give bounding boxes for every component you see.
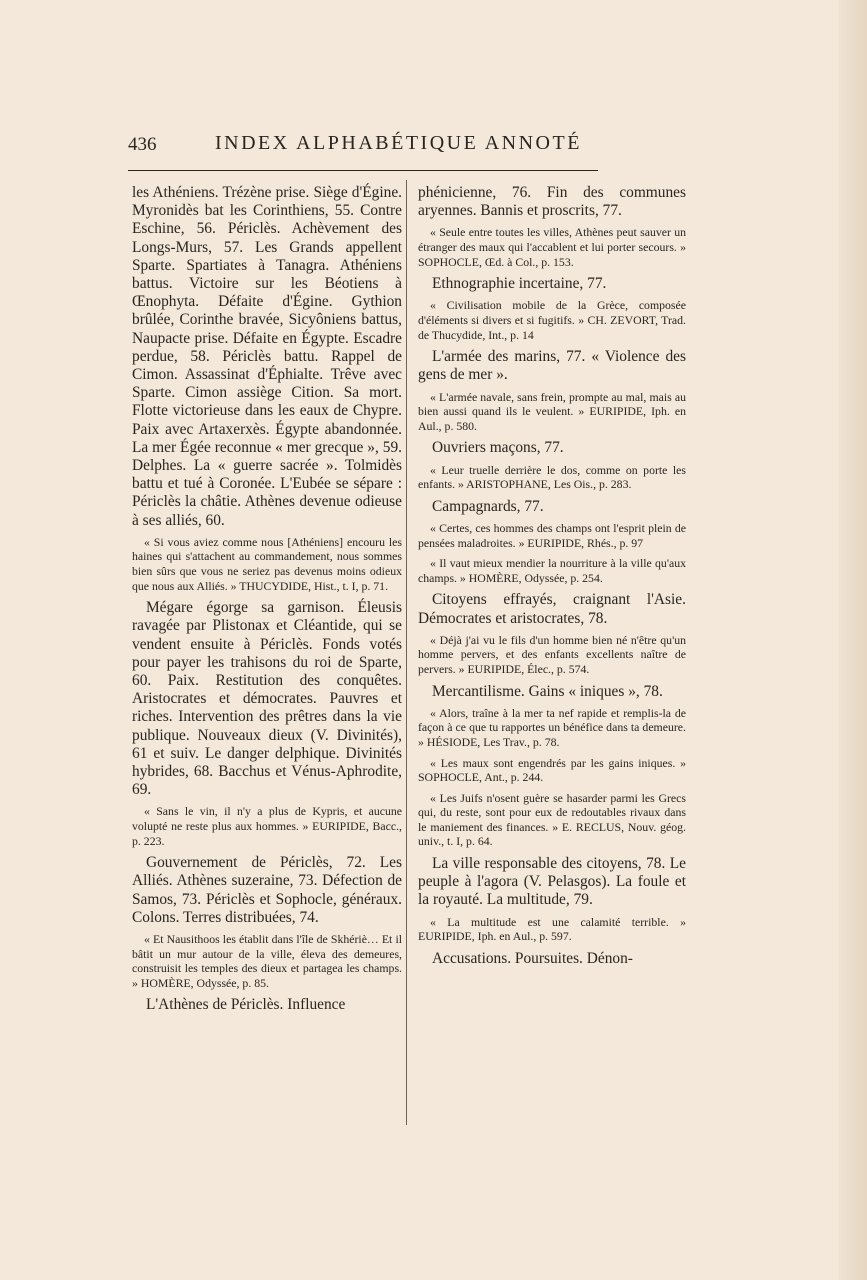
entry-heading: Ouvriers maçons, 77. <box>432 439 564 457</box>
body-paragraph: Gouvernement de Périclès, 72. Les Alliés. Athènes suzeraine, 73. Défection de Samos, 73. Périclès et Sophocle, généraux. Colons. Terres distribuées, 74. <box>132 854 402 926</box>
page-number: 436 <box>128 134 157 155</box>
body-paragraph: L'Athènes de Périclès. Influence <box>146 996 346 1014</box>
quote-paragraph: « Sans le vin, il n'y a plus de Kypris, et aucune volupté ne reste plus aux hommes. » EURIPIDE, Bacc., p. 223. <box>132 804 402 848</box>
entry-heading: Citoyens effrayés, craignant l'Asie. Démocrates et aristocrates, 78. <box>418 591 686 627</box>
entry-heading: Mercantilisme. Gains « iniques », 78. <box>432 682 663 700</box>
entry-heading: Accusations. Poursuites. Dénon- <box>432 949 633 967</box>
quote-paragraph: « La multitude est une calamité terrible. » EURIPIDE, Iph. en Aul., p. 597. <box>418 914 686 944</box>
body-paragraph: les Athéniens. Trézène prise. Siège d'Égine. Myronidès bat les Corinthiens, 55. Contre Eschine, 56. Périclès. Achèvement des Longs-Murs, 57. Les Grands appellent Sparte. Spartiates à Tanagra. Athéniens battus. Victoire sur les Béotiens à Œnophyta. Défaite d'Égine. Gythion brûlée, Corinthe bravée, Sicyôniens battus, Naupacte prise. Défaite en Égypte. Escadre perdue, 58. Périclès battu. Rappel de Cimon. Assassinat d'Éphialte. Trêve avec Sparte. Cimon assiège Cition. Sa mort. Flotte victorieuse dans les eaux de Chypre. Paix avec Artaxerxès. Égypte abandonnée. La mer Égée reconnue « mer grecque », 59. Delphes. La « guerre sacrée ». Tolmidès battu et tué à Coronée. L'Eubée se sépare : Périclès la châtie. Athènes devenue odieuse à ses alliés, 60. <box>132 184 402 529</box>
right-column <box>418 184 686 968</box>
quote-paragraph: « Civilisation mobile de la Grèce, composée d'éléments si divers et si fugitifs. » CH. ZEVORT, Trad. de Thucydide, Int., p. 14 <box>418 298 686 342</box>
quote-paragraph: « Les Juifs n'osent guère se hasarder parmi les Grecs qui, du reste, sont pour eux de redoutables rivaux dans le maniement des finances. » E. RECLUS, Nouv. géog. univ., t. I, p. 64. <box>418 790 686 849</box>
quote-paragraph: « Seule entre toutes les villes, Athènes peut sauver un étranger des maux qui l'accablent et lui porter secours. » SOPHOCLE, Œd. à Col., p. 153. <box>418 225 686 269</box>
entry-heading: L'armée des marins, 77. « Violence des gens de mer ». <box>418 348 686 384</box>
header-rule <box>128 170 598 171</box>
quote-paragraph: « Les maux sont engendrés par les gains iniques. » SOPHOCLE, Ant., p. 244. <box>418 755 686 785</box>
quote-paragraph: « Et Nausithoos les établit dans l'île de Skhériè… Et il bâtit un mur autour de la ville, éleva des demeures, construisit les temples des dieux et partagea les champs. » HOMÈRE, Odyssée, p. 85. <box>132 932 402 990</box>
page-title: INDEX ALPHABÉTIQUE ANNOTÉ <box>215 132 582 154</box>
entry-heading: Ethnographie incertaine, 77. <box>432 275 607 293</box>
quote-paragraph: « Leur truelle derrière le dos, comme on porte les enfants. » ARISTOPHANE, Les Ois., p. 283. <box>418 462 686 492</box>
quote-paragraph: « Déjà j'ai vu le fils d'un homme bien né n'être qu'un homme pervers, et des enfants excellents naître de pervers. » EURIPIDE, Élec., p. 574. <box>418 632 686 676</box>
quote-paragraph: « L'armée navale, sans frein, prompte au mal, mais au bien aussi quand ils le veulent. » EURIPIDE, Iph. en Aul., p. 580. <box>418 389 686 433</box>
quote-paragraph: « Si vous aviez comme nous [Athéniens] encouru les haines qui s'attachent au commandement, nous sommes bien sûrs que vous ne seriez pas devenus moins odieux que nous aux Alliés. » THUCYDIDE, Hist., t. I, p. 71. <box>132 534 402 593</box>
body-paragraph: Mégare égorge sa garnison. Éleusis ravagée par Plistonax et Cléantide, qui se vendent ensuite à Périclès. Fonds votés pour payer les trahisons du roi de Sparte, 60. Paix. Restitution des conquêtes. Aristocrates et démocrates. Pauvres et riches. Intervention des prêtres dans la vie publique. Nouveaux dieux (V. Divinités), 61 et suiv. Le danger delphique. Divinités hybrides, 68. Bacchus et Vénus-Aphrodite, 69. <box>132 599 402 799</box>
column-divider <box>406 180 407 1125</box>
quote-paragraph: « Certes, ces hommes des champs ont l'esprit plein de pensées maladroites. » EURIPIDE, Rhés., p. 97 <box>418 520 686 550</box>
body-paragraph: phénicienne, 76. Fin des communes aryennes. Bannis et proscrits, 77. <box>418 184 686 220</box>
left-column <box>132 184 402 1015</box>
page-edge <box>839 0 867 1280</box>
entry-heading: La ville responsable des citoyens, 78. Le peuple à l'agora (V. Pelasgos). La foule et la royauté. La multitude, 79. <box>418 855 686 909</box>
entry-heading: Campagnards, 77. <box>432 497 544 515</box>
running-head <box>128 132 598 162</box>
quote-paragraph: « Alors, traîne à la mer ta nef rapide et remplis-la de façon à ce que tu rapportes un bénéfice dans ta demeure. » HÉSIODE, Les Trav., p. 78. <box>418 705 686 749</box>
quote-paragraph: « Il vaut mieux mendier la nourriture à la ville qu'aux champs. » HOMÈRE, Odyssée, p. 254. <box>418 556 686 585</box>
